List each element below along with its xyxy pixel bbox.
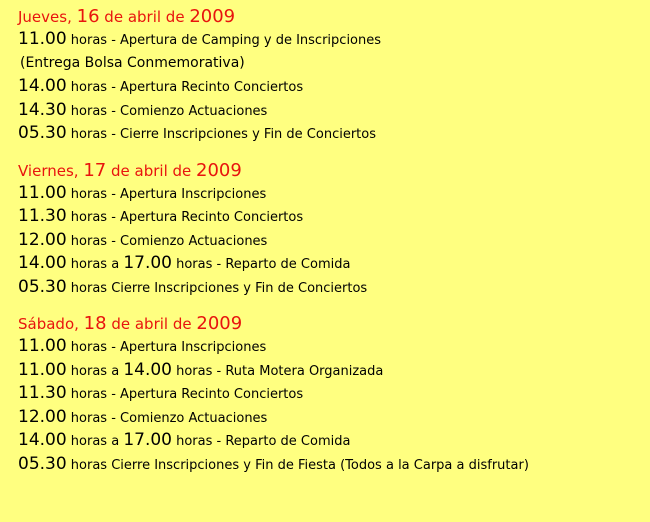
schedule-line: 14.30 horas - Comienzo Actuaciones: [18, 99, 268, 120]
schedule-line: 05.30 horas Cierre Inscripciones y Fin de Conciertos: [18, 276, 368, 297]
day-heading: Sábado, 18 de abril de 2009: [18, 313, 243, 334]
schedule-line: 11.00 horas - Apertura Inscripciones: [18, 182, 267, 203]
schedule-note: (Entrega Bolsa Conmemorativa): [20, 54, 245, 71]
schedule-line: 11.00 horas a 14.00 horas - Ruta Motera Organizada: [18, 359, 384, 380]
day-block-sabado: [18, 313, 650, 476]
schedule-line: 05.30 horas Cierre Inscripciones y Fin de Fiesta (Todos a la Carpa a disfrutar): [18, 453, 529, 474]
day-block-viernes: [18, 160, 650, 300]
schedule-line: 12.00 horas - Comienzo Actuaciones: [18, 406, 268, 427]
schedule-line: 12.00 horas - Comienzo Actuaciones: [18, 229, 268, 250]
schedule-line: 11.00 horas - Apertura de Camping y de Inscripciones: [18, 29, 382, 49]
schedule-line: 05.30 horas - Cierre Inscripciones y Fin de Conciertos: [18, 123, 377, 143]
day-heading: Jueves, 16 de abril de 2009: [18, 6, 236, 27]
schedule-line: 11.30 horas - Apertura Recinto Conciertos: [18, 383, 304, 403]
day-heading: Viernes, 17 de abril de 2009: [18, 159, 242, 181]
schedule-line: 14.00 horas a 17.00 horas - Reparto de Comida: [18, 253, 351, 273]
schedule-line: 14.00 horas - Apertura Recinto Conciertos: [18, 76, 304, 96]
day-block-jueves: [18, 6, 650, 146]
schedule-line: 11.30 horas - Apertura Recinto Conciertos: [18, 206, 304, 226]
schedule-line: 11.00 horas - Apertura Inscripciones: [18, 336, 267, 356]
schedule-line: 14.00 horas a 17.00 horas - Reparto de Comida: [18, 430, 351, 450]
